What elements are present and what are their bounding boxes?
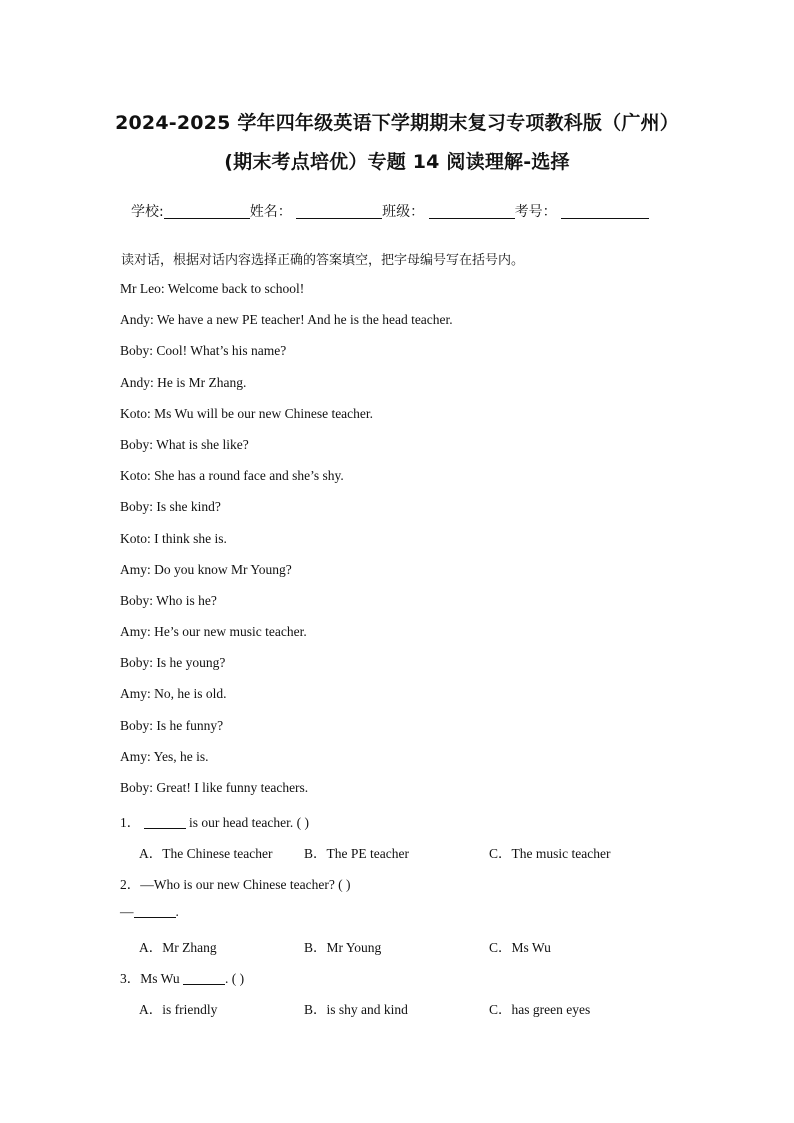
name-label: 姓名： bbox=[249, 204, 292, 220]
question-text: . ( ) bbox=[224, 971, 245, 986]
answer-blank[interactable] bbox=[183, 971, 225, 985]
dialog-line: Boby: Cool! What’s his name? bbox=[120, 343, 287, 359]
option-a[interactable]: A．The Chinese teacher bbox=[139, 846, 273, 861]
option-a[interactable]: A．Mr Zhang bbox=[139, 940, 217, 955]
question-3 bbox=[120, 967, 244, 987]
option-b[interactable]: B．The PE teacher bbox=[304, 846, 409, 861]
exam-no-blank[interactable] bbox=[561, 204, 649, 219]
option-c[interactable]: C．The music teacher bbox=[489, 846, 611, 861]
dialog-line: Andy: We have a new PE teacher! And he is the head teacher. bbox=[120, 312, 453, 328]
question-number: 1． bbox=[120, 815, 141, 830]
instruction: 读对话，根据对话内容选择正确的答案填空，把字母编号写在括号内。 bbox=[121, 253, 525, 268]
dialog-line: Koto: Ms Wu will be our new Chinese teacher. bbox=[120, 405, 374, 421]
dialog bbox=[120, 279, 453, 809]
dialog-line: Koto: I think she is. bbox=[120, 530, 227, 546]
exam-no-label: 考号： bbox=[514, 204, 557, 220]
question-1 bbox=[120, 811, 309, 831]
dialog-line: Boby: Is he funny? bbox=[120, 717, 224, 733]
question-number: 2． bbox=[120, 877, 141, 892]
option-c[interactable]: C．Ms Wu bbox=[489, 940, 551, 955]
dialog-line: Andy: He is Mr Zhang. bbox=[120, 374, 247, 390]
school-blank[interactable] bbox=[164, 204, 250, 219]
dialog-line: Mr Leo: Welcome back to school! bbox=[120, 281, 305, 296]
school-label: 学校: bbox=[131, 204, 164, 220]
class-label: 班级： bbox=[382, 204, 425, 220]
dialog-line: Amy: Yes, he is. bbox=[120, 748, 209, 764]
dialog-line: Boby: Great! I like funny teachers. bbox=[120, 780, 309, 795]
question-number: 3． bbox=[120, 971, 141, 986]
dialog-line: Koto: She has a round face and she’s shy. bbox=[120, 468, 344, 484]
dialog-line: Amy: He’s our new music teacher. bbox=[120, 624, 307, 640]
dialog-line: Boby: Is she kind? bbox=[120, 499, 221, 515]
question-text-pre: Ms Wu bbox=[140, 971, 183, 986]
option-b[interactable]: B．Mr Young bbox=[304, 940, 382, 955]
dialog-line: Amy: No, he is old. bbox=[120, 686, 227, 702]
dialog-line: Boby: Is he young? bbox=[120, 655, 226, 671]
name-blank[interactable] bbox=[296, 204, 382, 219]
answer-blank[interactable] bbox=[134, 904, 176, 918]
page-title: 2024-2025 学年四年级英语下学期期末复习专项教科版（广州） bbox=[115, 112, 679, 134]
option-c[interactable]: C．has green eyes bbox=[489, 1002, 591, 1017]
question-text: is our head teacher. ( ) bbox=[185, 815, 309, 830]
dialog-line: Boby: What is she like? bbox=[120, 436, 249, 452]
page-subtitle: (期末考点培优）专题 14 阅读理解-选择 bbox=[224, 151, 570, 173]
option-a[interactable]: A．is friendly bbox=[139, 1002, 218, 1017]
option-b[interactable]: B．is shy and kind bbox=[304, 1002, 408, 1017]
question-2 bbox=[120, 873, 351, 893]
answer-line: — . bbox=[120, 904, 179, 919]
class-blank[interactable] bbox=[429, 204, 515, 219]
dialog-line: Amy: Do you know Mr Young? bbox=[120, 561, 292, 577]
dialog-line: Boby: Who is he? bbox=[120, 592, 217, 608]
question-text: —Who is our new Chinese teacher? ( ) bbox=[140, 877, 351, 892]
student-info-row bbox=[131, 201, 649, 221]
answer-blank[interactable] bbox=[144, 815, 186, 829]
answer-dash: — bbox=[120, 904, 134, 919]
